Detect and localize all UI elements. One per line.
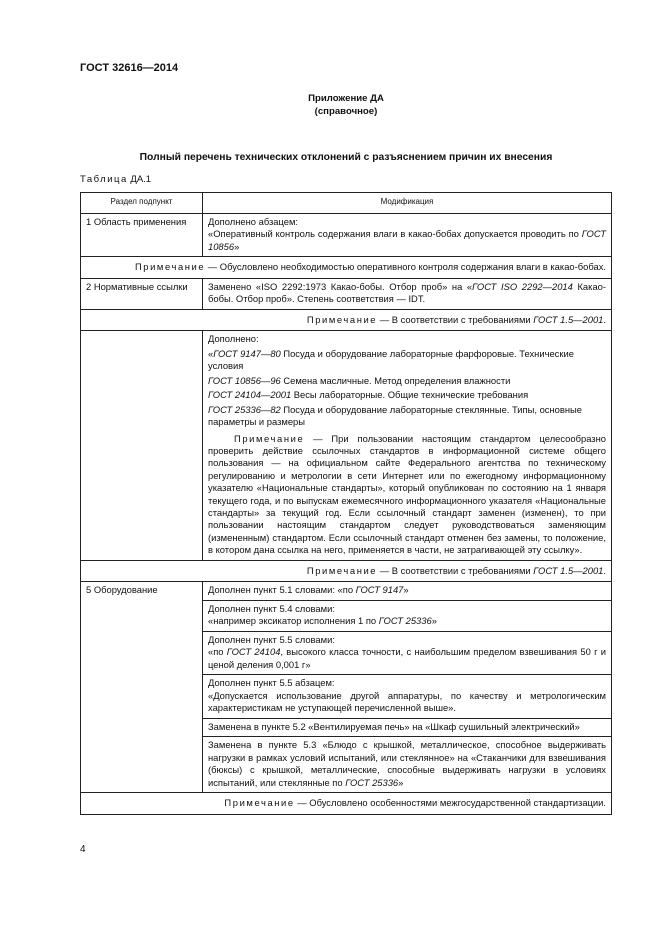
mod-text: » — [403, 584, 409, 596]
mod-text: Заменено «ISO 2292:1973 Какао-бобы. Отбор проб» на « — [208, 280, 473, 292]
mod-line: «Допускается использование другой аппаратуры, по качеству и метрологическим характеристикам не уступающей перечисленной выше». — [208, 689, 606, 714]
note-row — [81, 309, 612, 331]
mod-text: » — [398, 776, 404, 788]
reference-entry — [208, 404, 606, 429]
table-row — [81, 331, 612, 561]
mod-text: « — [208, 347, 214, 359]
mod-text: «Оперативный контроль содержания влаги в какао-бобах допускается проводить по — [208, 228, 582, 239]
note-text: — Обусловлено необходимостью оперативного контроля содержания влаги в какао-бобах. — [205, 261, 606, 272]
note-text: . — [603, 564, 606, 576]
table-row — [81, 582, 612, 601]
note-label: Примечание — [306, 313, 378, 325]
row-section-empty — [81, 331, 203, 561]
section-heading: Полный перечень технических отклонений с разъяснением причин их внесения — [139, 152, 553, 163]
row-section: 2 Нормативные ссылки — [81, 278, 203, 309]
standard-reference: ГОСТ 9147 — [355, 584, 404, 596]
note-text: — В соответствии с требованиями — [377, 313, 534, 325]
inner-note — [208, 433, 606, 557]
standard-designation: ГОСТ 32616—2014 — [80, 62, 179, 74]
table-caption-label: Таблица — [80, 174, 128, 185]
mod-text: Заменена в пункте 5.3 «Блюдо с крышкой, металлическое, способное выдерживать нагрузки в рамках условий испытаний, или стеклянное» на «Стаканчики для взвешивания (бюксы) с крышкой, металлические, способные выдерживать нагрузки в условиях испытаний, или стеклянные по — [208, 739, 606, 788]
note-cell — [81, 309, 612, 331]
mod-text: Посуда и оборудование лабораторные фарфоровые. Технические условия — [208, 347, 574, 371]
mod-line: Дополнен пункт 5.4 словами: — [208, 602, 335, 614]
mod-text: Дополнен пункт 5.1 словами: «по — [208, 584, 356, 596]
row-section: 5 Оборудование — [81, 582, 203, 793]
standard-reference: ГОСТ 24104 — [226, 646, 281, 658]
standard-reference: ГОСТ ISO 2292—2014 — [472, 280, 573, 292]
row-modification — [203, 675, 612, 719]
annex-title-block — [80, 92, 612, 118]
mod-line — [208, 615, 606, 628]
note-label: Примечание — [134, 261, 206, 272]
reference-entry — [208, 389, 606, 402]
note-text: — Обусловлено особенностями межгосударственной стандартизации. — [294, 797, 606, 809]
standard-reference: ГОСТ 9147—80 — [213, 347, 281, 359]
row-modification — [203, 213, 612, 257]
note-row — [81, 560, 612, 582]
mod-text: «по — [208, 646, 227, 658]
row-modification — [203, 582, 612, 601]
table-caption — [80, 174, 151, 185]
table-row — [81, 278, 612, 309]
deviations-table — [80, 192, 612, 815]
mod-text: Посуда и оборудование лабораторные стеклянные. Типы, основные параметры и размеры — [208, 403, 582, 427]
mod-text: Весы лабораторные. Общие технические требования — [291, 389, 529, 400]
row-modification — [203, 331, 612, 561]
header-section: Раздел подпункт — [81, 193, 203, 214]
mod-line: Дополнено абзацем: — [208, 215, 299, 227]
annex-title: Приложение ДА — [308, 93, 384, 104]
table-caption-number: ДА.1 — [130, 174, 152, 185]
table-header-row — [81, 193, 612, 214]
mod-text: Какао-бобы. Отбор проб». Степень соответствия — IDT. — [208, 280, 606, 304]
mod-line: Дополнен пункт 5.5 словами: — [208, 633, 335, 645]
note-cell — [81, 560, 612, 582]
note-label: Примечание — [234, 432, 305, 444]
row-modification — [203, 600, 612, 631]
table-row — [81, 213, 612, 257]
standard-reference: ГОСТ 1.5—2001 — [533, 564, 604, 576]
mod-line — [208, 228, 606, 253]
note-label: Примечание — [224, 797, 295, 809]
row-modification — [203, 631, 612, 675]
standard-reference: ГОСТ 10856 — [208, 228, 606, 252]
standard-reference: ГОСТ 25336—82 — [208, 403, 281, 415]
note-row — [81, 257, 612, 279]
mod-text: » — [431, 615, 437, 627]
mod-line: Дополнен пункт 5.5 абзацем: — [208, 677, 335, 689]
standard-reference: ГОСТ 1.5—2001 — [533, 313, 604, 325]
page-number: 4 — [80, 844, 86, 855]
standard-reference: ГОСТ 24104—2001 — [208, 389, 292, 400]
row-section: 1 Область применения — [81, 213, 203, 257]
mod-line — [208, 646, 606, 671]
reference-entry — [208, 375, 606, 388]
annex-subtitle: (справочное) — [314, 106, 378, 117]
mod-text: , высокого класса точности, с наибольшим пределом взвешивания 50 г и ценой деления 0,001 г» — [208, 646, 607, 670]
note-label: Примечание — [306, 564, 378, 576]
note-text: . — [603, 313, 606, 325]
row-modification — [203, 278, 612, 309]
note-cell — [81, 793, 612, 815]
reference-entry — [208, 348, 606, 373]
note-cell — [81, 257, 612, 279]
standard-reference: ГОСТ 25336 — [378, 615, 432, 627]
mod-line: Дополнено: — [208, 333, 259, 344]
mod-text: Семена масличные. Метод определения влажности — [280, 374, 511, 386]
header-modification: Модификация — [203, 193, 612, 214]
standard-reference: ГОСТ 10856—96 — [208, 374, 281, 386]
row-modification: Заменена в пункте 5.2 «Вентилируемая печь» на «Шкаф сушильный электрический» — [203, 718, 612, 737]
note-row — [81, 793, 612, 815]
mod-text: » — [234, 240, 240, 252]
note-text: — При пользовании настоящим стандартом целесообразно проверить действие ссылочных стандартов в информационной системе общего пользования — на официальном сайте Федерального агентства по техническому регулированию и метрологии в сети Интернет или по ежегодному информационному указателю «Национальные стандарты», который опубликован по состоянию на 1 января текущего года, и по выпускам ежемесячного информационного указателя «Национальные стандарты» за текущий год. Если ссылочный стандарт заменен (изменен), то при пользовании настоящим стандартом следует руководствоваться заменяющим (измененным) стандартом. Если ссылочный стандарт отменен без замены, то положение, в котором дана ссылка на него, применяется в части, не затрагивающей эту ссылку». — [208, 432, 606, 556]
note-text: — В соответствии с требованиями — [377, 564, 534, 576]
row-modification — [203, 737, 612, 793]
mod-text: «например эксикатор исполнения 1 по — [208, 615, 379, 627]
standard-reference: ГОСТ 25336 — [345, 776, 399, 788]
